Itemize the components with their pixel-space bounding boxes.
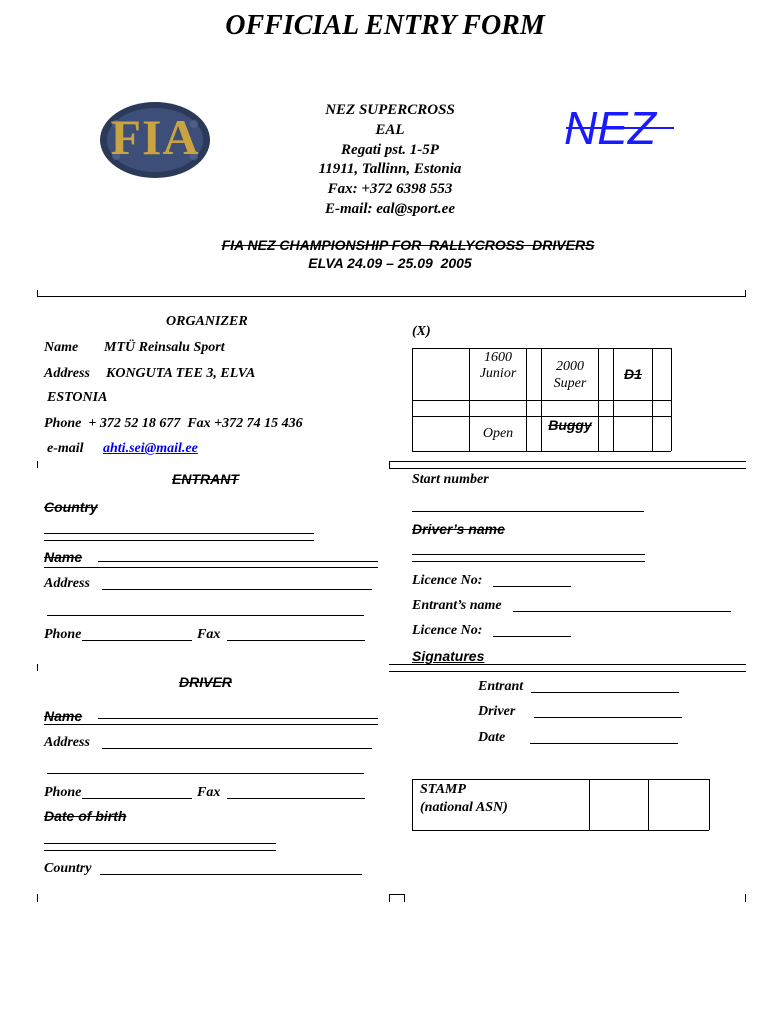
separator-tick: [37, 290, 38, 297]
driver-dob-label: Date of birth: [44, 808, 127, 824]
class-d1: D1: [624, 366, 642, 382]
driver-phone-field[interactable]: [82, 798, 192, 799]
signature-driver-label: Driver: [478, 704, 516, 719]
entrants-name-label: Entrant’s name: [412, 598, 502, 613]
driver-address-field[interactable]: [102, 748, 372, 749]
licence-field[interactable]: [493, 636, 571, 637]
organizer-address-label: Address: [44, 366, 90, 381]
class-1600-junior: 1600 Junior: [479, 350, 517, 381]
licence-field[interactable]: [493, 586, 571, 587]
driver-address-label: Address: [44, 735, 90, 750]
stamp-line: (national ASN): [420, 800, 508, 815]
start-number-label: Start number: [412, 472, 489, 487]
org-line: Fax: +372 6398 553: [327, 181, 453, 198]
separator-right: [389, 461, 746, 462]
org-line: NEZ SUPERCROSS: [325, 102, 455, 118]
event-dates: ELVA 24.09 – 25.09 2005: [308, 255, 472, 271]
driver-dob-field[interactable]: [44, 850, 276, 851]
separator-tick: [37, 894, 38, 902]
separator-right: [389, 671, 746, 672]
nez-logo-text: NEZ: [564, 102, 656, 154]
entrant-country-label: Country: [44, 499, 98, 515]
organizer-email-label: e-mail: [47, 441, 84, 456]
entrant-fax-label: Fax: [197, 627, 221, 642]
entrant-address-field[interactable]: [102, 589, 372, 590]
organizer-phone: Phone + 372 52 18 677 Fax +372 74 15 436: [44, 416, 303, 431]
driver-fax-field[interactable]: [227, 798, 365, 799]
separator-tick: [37, 461, 38, 468]
signature-date-field[interactable]: [530, 743, 678, 744]
entrant-heading: ENTRANT: [172, 471, 239, 487]
separator-tick: [389, 461, 390, 468]
organizer-country: ESTONIA: [47, 390, 108, 405]
driver-dob-field[interactable]: [44, 843, 276, 844]
drivers-name-field[interactable]: [412, 554, 645, 555]
driver-name-label: Name: [44, 708, 83, 724]
org-line: EAL: [375, 121, 405, 138]
driver-country-label: Country: [44, 861, 92, 876]
class-marker: (X): [412, 324, 431, 339]
separator-tick: [745, 894, 746, 902]
signature-entrant-label: Entrant: [478, 679, 524, 694]
entrants-name-field[interactable]: [513, 611, 731, 612]
licence-label: Licence No:: [412, 623, 483, 638]
separator-tick: [389, 894, 390, 902]
separator-tick: [404, 894, 405, 902]
entrant-country-field[interactable]: [44, 540, 314, 541]
entrant-address-label: Address: [44, 576, 90, 591]
stamp-label: [420, 781, 508, 817]
org-line: E-mail: eal@sport.ee: [325, 200, 455, 217]
nez-logo: [564, 100, 684, 156]
nez-logo-stripe: [566, 127, 674, 129]
separator-tick: [37, 664, 38, 671]
entrant-name-field[interactable]: [44, 567, 378, 568]
entrant-country-field[interactable]: [44, 533, 314, 534]
entrant-phone-field[interactable]: [82, 640, 192, 641]
driver-country-field[interactable]: [100, 874, 362, 875]
driver-address-field[interactable]: [47, 773, 364, 774]
licence-label: Licence No:: [412, 573, 483, 588]
separator-right: [389, 664, 746, 665]
driver-heading: DRIVER: [179, 674, 232, 690]
event-title: FIA NEZ CHAMPIONSHIP FOR RALLYCROSS DRIVERS: [221, 237, 595, 253]
entrant-name-label: Name: [44, 549, 83, 565]
organizer-address-value: KONGUTA TEE 3, ELVA: [106, 366, 256, 381]
organizer-heading: ORGANIZER: [166, 314, 248, 329]
class-buggy: Buggy: [548, 417, 592, 433]
signature-entrant-field[interactable]: [531, 692, 679, 693]
separator-top: [37, 296, 746, 297]
drivers-name-label: Driver’s name: [412, 521, 505, 537]
stamp-line: STAMP: [420, 782, 466, 797]
signature-driver-field[interactable]: [534, 717, 682, 718]
fia-logo-text: FIA: [110, 109, 200, 165]
driver-phone-label: Phone: [44, 785, 82, 800]
class-open: Open: [482, 426, 514, 441]
separator-tick: [745, 290, 746, 297]
driver-name-field[interactable]: [98, 718, 378, 719]
start-number-field[interactable]: [412, 511, 644, 512]
organizer-email-link[interactable]: ahti.sei@mail.ee: [103, 441, 198, 456]
separator-right: [389, 468, 746, 469]
org-address-block: [290, 101, 490, 220]
entrant-fax-field[interactable]: [227, 640, 365, 641]
organizer-name-value: MTÜ Reinsalu Sport: [104, 340, 225, 355]
entrant-phone-label: Phone: [44, 627, 82, 642]
separator-bottom: [389, 894, 405, 895]
signatures-heading: Signatures: [412, 648, 485, 664]
drivers-name-field[interactable]: [412, 561, 645, 562]
driver-name-field[interactable]: [44, 724, 378, 725]
driver-fax-label: Fax: [197, 785, 221, 800]
organizer-name-label: Name: [44, 340, 79, 355]
fia-logo: [98, 100, 212, 180]
signature-date-label: Date: [478, 730, 506, 745]
entrant-address-field[interactable]: [47, 615, 364, 616]
org-line: 11911, Tallinn, Estonia: [318, 161, 462, 178]
class-2000-super: 2000 Super: [553, 359, 587, 391]
page-title: OFFICIAL ENTRY FORM: [225, 10, 545, 41]
entrant-name-field[interactable]: [98, 561, 378, 562]
org-line: Regati pst. 1-5P: [341, 141, 439, 158]
